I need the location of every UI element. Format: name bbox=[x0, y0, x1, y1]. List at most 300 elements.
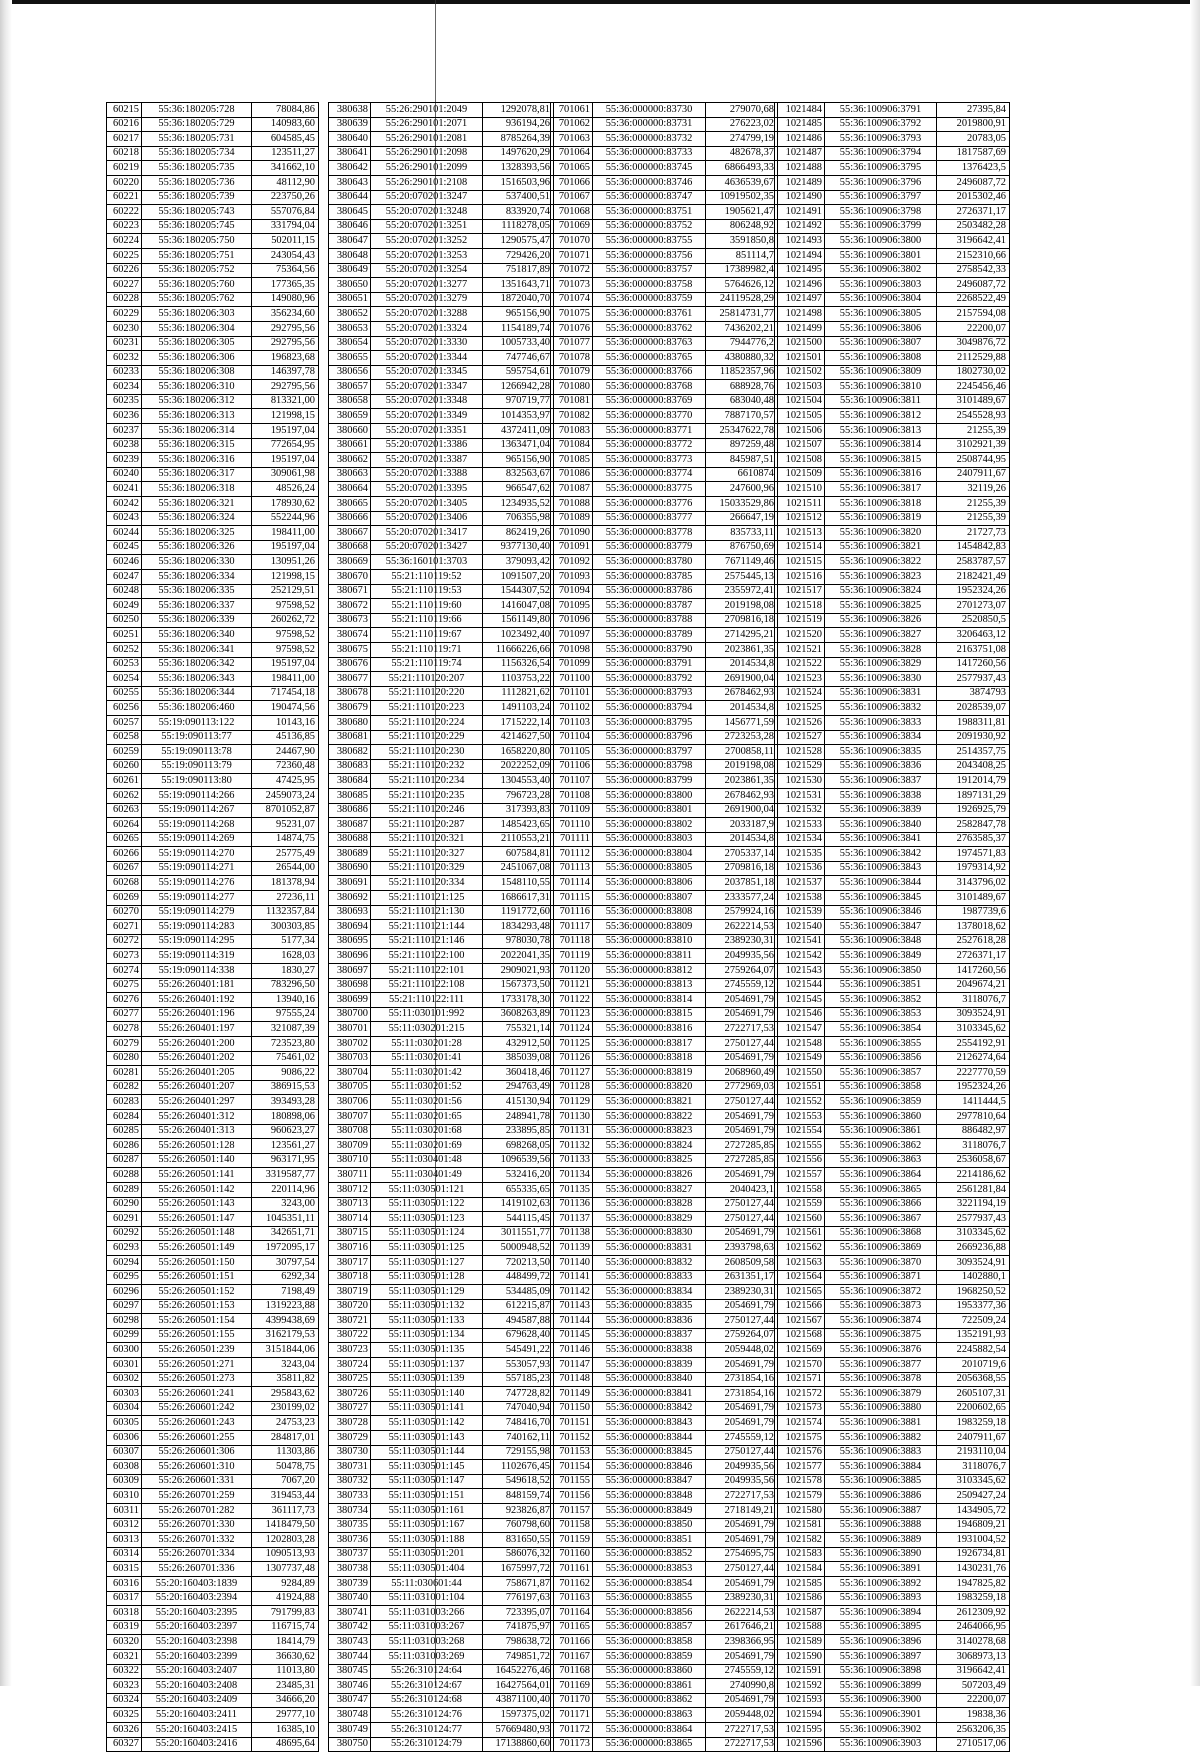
table-row bbox=[551, 642, 778, 657]
value-cell: 21255,39 bbox=[937, 424, 1010, 439]
table-row bbox=[107, 205, 319, 220]
row-number-cell: 60279 bbox=[107, 1037, 142, 1052]
row-number-cell: 701157 bbox=[551, 1504, 593, 1519]
cadastral-number-cell: 55:11:030201:41 bbox=[371, 1051, 483, 1066]
table-row bbox=[329, 1635, 554, 1650]
cadastral-number-cell: 55:36:100906:3800 bbox=[825, 234, 937, 249]
table-row bbox=[329, 701, 554, 716]
table-row bbox=[551, 555, 778, 570]
row-number-cell: 380743 bbox=[329, 1635, 371, 1650]
cadastral-number-cell: 55:36:000000:83832 bbox=[593, 1255, 706, 1270]
table-row bbox=[107, 1255, 319, 1270]
cadastral-number-cell: 55:21:110119:71 bbox=[371, 642, 483, 657]
cadastral-number-cell: 55:36:000000:83795 bbox=[593, 715, 706, 730]
table-row bbox=[775, 1226, 1010, 1241]
table-row bbox=[329, 175, 554, 190]
table-row bbox=[551, 1649, 778, 1664]
cadastral-number-cell: 55:36:000000:83766 bbox=[593, 365, 706, 380]
cadastral-number-cell: 55:20:070201:3427 bbox=[371, 540, 483, 555]
row-number-cell: 60248 bbox=[107, 584, 142, 599]
value-cell: 20783,05 bbox=[937, 132, 1010, 147]
table-row bbox=[329, 117, 554, 132]
row-number-cell: 1021493 bbox=[775, 234, 825, 249]
value-cell: 2731854,16 bbox=[706, 1387, 778, 1402]
value-cell: 751817,89 bbox=[483, 263, 554, 278]
row-number-cell: 60269 bbox=[107, 891, 142, 906]
row-number-cell: 701171 bbox=[551, 1708, 593, 1723]
value-cell: 2669236,88 bbox=[937, 1241, 1010, 1256]
table-row bbox=[329, 1489, 554, 1504]
table-row bbox=[107, 1007, 319, 1022]
row-number-cell: 1021492 bbox=[775, 219, 825, 234]
row-number-cell: 380669 bbox=[329, 555, 371, 570]
cadastral-number-cell: 55:11:031003:267 bbox=[371, 1620, 483, 1635]
value-cell: 23485,31 bbox=[252, 1679, 319, 1694]
cadastral-number-cell: 55:19:090114:338 bbox=[142, 964, 252, 979]
value-cell: 121998,15 bbox=[252, 409, 319, 424]
value-cell: 1202803,28 bbox=[252, 1533, 319, 1548]
row-number-cell: 60296 bbox=[107, 1285, 142, 1300]
value-cell: 1363471,04 bbox=[483, 438, 554, 453]
table-row bbox=[329, 1109, 554, 1124]
cadastral-number-cell: 55:36:100906:3843 bbox=[825, 861, 937, 876]
cadastral-number-cell: 55:20:160403:2416 bbox=[142, 1737, 252, 1752]
row-number-cell: 1021562 bbox=[775, 1241, 825, 1256]
cadastral-number-cell: 55:21:110119:74 bbox=[371, 657, 483, 672]
cadastral-number-cell: 55:36:000000:83733 bbox=[593, 146, 706, 161]
cadastral-number-cell: 55:36:100906:3809 bbox=[825, 365, 937, 380]
row-number-cell: 380746 bbox=[329, 1679, 371, 1694]
cadastral-number-cell: 55:36:100906:3884 bbox=[825, 1460, 937, 1475]
row-number-cell: 701101 bbox=[551, 686, 593, 701]
value-cell: 607584,81 bbox=[483, 847, 554, 862]
table-row bbox=[775, 540, 1010, 555]
table-row bbox=[329, 1314, 554, 1329]
row-number-cell: 1021500 bbox=[775, 336, 825, 351]
table-row bbox=[551, 453, 778, 468]
table-row bbox=[551, 701, 778, 716]
cadastral-number-cell: 55:20:160403:2415 bbox=[142, 1722, 252, 1737]
value-cell: 195197,04 bbox=[252, 657, 319, 672]
value-cell: 1953377,36 bbox=[937, 1299, 1010, 1314]
value-cell: 1544307,52 bbox=[483, 584, 554, 599]
cadastral-number-cell: 55:11:030501:145 bbox=[371, 1460, 483, 1475]
cadastral-number-cell: 55:11:030201:215 bbox=[371, 1022, 483, 1037]
table-row bbox=[551, 686, 778, 701]
table-row bbox=[551, 234, 778, 249]
register-table-1 bbox=[106, 102, 319, 1752]
value-cell: 2723253,28 bbox=[706, 730, 778, 745]
table-row bbox=[107, 453, 319, 468]
value-cell: 276223,02 bbox=[706, 117, 778, 132]
cadastral-number-cell: 55:36:000000:83846 bbox=[593, 1460, 706, 1475]
value-cell: 198411,00 bbox=[252, 672, 319, 687]
row-number-cell: 1021587 bbox=[775, 1606, 825, 1621]
table-row bbox=[775, 1139, 1010, 1154]
table-row bbox=[775, 394, 1010, 409]
table-row bbox=[551, 292, 778, 307]
value-cell: 2536058,67 bbox=[937, 1153, 1010, 1168]
table-row bbox=[551, 1109, 778, 1124]
value-cell: 798638,72 bbox=[483, 1635, 554, 1650]
table-row bbox=[107, 759, 319, 774]
cadastral-number-cell: 55:11:030601:44 bbox=[371, 1576, 483, 1591]
cadastral-number-cell: 55:36:000000:83763 bbox=[593, 336, 706, 351]
table-row bbox=[775, 1547, 1010, 1562]
value-cell: 11013,80 bbox=[252, 1664, 319, 1679]
value-cell: 123511,27 bbox=[252, 146, 319, 161]
table-row bbox=[107, 103, 319, 118]
value-cell: 2010719,6 bbox=[937, 1358, 1010, 1373]
cadastral-number-cell: 55:36:000000:83820 bbox=[593, 1080, 706, 1095]
table-row bbox=[551, 1080, 778, 1095]
cadastral-number-cell: 55:36:000000:83837 bbox=[593, 1328, 706, 1343]
row-number-cell: 1021524 bbox=[775, 686, 825, 701]
table-row bbox=[107, 847, 319, 862]
table-row bbox=[329, 1504, 554, 1519]
table-row bbox=[329, 876, 554, 891]
table-row bbox=[775, 905, 1010, 920]
cadastral-number-cell: 55:20:070201:3405 bbox=[371, 497, 483, 512]
cadastral-number-cell: 55:36:000000:83851 bbox=[593, 1533, 706, 1548]
cadastral-number-cell: 55:36:100906:3834 bbox=[825, 730, 937, 745]
row-number-cell: 1021487 bbox=[775, 146, 825, 161]
row-number-cell: 701136 bbox=[551, 1197, 593, 1212]
value-cell: 1946809,21 bbox=[937, 1518, 1010, 1533]
value-cell: 7436202,21 bbox=[706, 321, 778, 336]
value-cell: 2200602,65 bbox=[937, 1401, 1010, 1416]
value-cell: 43871100,40 bbox=[483, 1693, 554, 1708]
value-cell: 448499,72 bbox=[483, 1270, 554, 1285]
cadastral-number-cell: 55:11:030501:140 bbox=[371, 1387, 483, 1402]
table-row bbox=[329, 1051, 554, 1066]
value-cell: 2727285,85 bbox=[706, 1153, 778, 1168]
cadastral-number-cell: 55:36:100906:3804 bbox=[825, 292, 937, 307]
register-table-2 bbox=[328, 102, 554, 1752]
row-number-cell: 1021511 bbox=[775, 497, 825, 512]
cadastral-number-cell: 55:36:000000:83856 bbox=[593, 1606, 706, 1621]
table-row bbox=[107, 1153, 319, 1168]
value-cell: 2691900,04 bbox=[706, 672, 778, 687]
value-cell: 2577937,43 bbox=[937, 1212, 1010, 1227]
cadastral-number-cell: 55:36:180206:326 bbox=[142, 540, 252, 555]
value-cell: 2157594,08 bbox=[937, 307, 1010, 322]
row-number-cell: 701146 bbox=[551, 1343, 593, 1358]
value-cell: 233895,85 bbox=[483, 1124, 554, 1139]
row-number-cell: 1021501 bbox=[775, 351, 825, 366]
value-cell: 2705337,14 bbox=[706, 847, 778, 862]
table-row bbox=[107, 336, 319, 351]
row-number-cell: 701104 bbox=[551, 730, 593, 745]
cadastral-number-cell: 55:11:030501:144 bbox=[371, 1445, 483, 1460]
row-number-cell: 380670 bbox=[329, 570, 371, 585]
cadastral-number-cell: 55:36:000000:83824 bbox=[593, 1139, 706, 1154]
cadastral-number-cell: 55:19:090114:269 bbox=[142, 832, 252, 847]
cadastral-number-cell: 55:11:030501:128 bbox=[371, 1270, 483, 1285]
cadastral-number-cell: 55:26:260501:148 bbox=[142, 1226, 252, 1241]
row-number-cell: 1021540 bbox=[775, 920, 825, 935]
row-number-cell: 60250 bbox=[107, 613, 142, 628]
cadastral-number-cell: 55:26:260501:150 bbox=[142, 1255, 252, 1270]
value-cell: 2714295,21 bbox=[706, 628, 778, 643]
row-number-cell: 60271 bbox=[107, 920, 142, 935]
value-cell: 2193110,04 bbox=[937, 1445, 1010, 1460]
cadastral-number-cell: 55:36:000000:83790 bbox=[593, 642, 706, 657]
table-row bbox=[329, 613, 554, 628]
table-row bbox=[775, 774, 1010, 789]
table-row bbox=[107, 1109, 319, 1124]
row-number-cell: 701085 bbox=[551, 453, 593, 468]
row-number-cell: 1021533 bbox=[775, 818, 825, 833]
value-cell: 2389230,31 bbox=[706, 934, 778, 949]
value-cell: 2612309,92 bbox=[937, 1606, 1010, 1621]
cadastral-number-cell: 55:36:000000:83756 bbox=[593, 248, 706, 263]
value-cell: 2582847,78 bbox=[937, 818, 1010, 833]
value-cell: 612215,87 bbox=[483, 1299, 554, 1314]
cadastral-number-cell: 55:36:180205:731 bbox=[142, 132, 252, 147]
value-cell: 2054691,79 bbox=[706, 1401, 778, 1416]
value-cell: 1266942,28 bbox=[483, 380, 554, 395]
cadastral-number-cell: 55:21:110121:130 bbox=[371, 905, 483, 920]
value-cell: 2710517,06 bbox=[937, 1737, 1010, 1752]
cadastral-number-cell: 55:36:100906:3866 bbox=[825, 1197, 937, 1212]
value-cell: 2622214,53 bbox=[706, 1606, 778, 1621]
cadastral-number-cell: 55:26:260701:334 bbox=[142, 1547, 252, 1562]
table-row bbox=[107, 774, 319, 789]
value-cell: 1103753,22 bbox=[483, 672, 554, 687]
value-cell: 2037851,18 bbox=[706, 876, 778, 891]
table-row bbox=[329, 715, 554, 730]
table-row bbox=[329, 861, 554, 876]
cadastral-number-cell: 55:36:180205:745 bbox=[142, 219, 252, 234]
cadastral-number-cell: 55:20:160403:2399 bbox=[142, 1649, 252, 1664]
row-number-cell: 380660 bbox=[329, 424, 371, 439]
value-cell: 1352191,93 bbox=[937, 1328, 1010, 1343]
value-cell: 6292,34 bbox=[252, 1270, 319, 1285]
table-row bbox=[107, 891, 319, 906]
row-number-cell: 701108 bbox=[551, 788, 593, 803]
table-row bbox=[107, 1051, 319, 1066]
table-row bbox=[329, 1664, 554, 1679]
table-row bbox=[107, 672, 319, 687]
table-row bbox=[107, 146, 319, 161]
value-cell: 2740990,8 bbox=[706, 1679, 778, 1694]
table-row bbox=[329, 978, 554, 993]
row-number-cell: 701128 bbox=[551, 1080, 593, 1095]
table-row bbox=[551, 1255, 778, 1270]
table-row bbox=[775, 263, 1010, 278]
value-cell: 723523,80 bbox=[252, 1037, 319, 1052]
value-cell: 15033529,86 bbox=[706, 497, 778, 512]
value-cell: 1548110,55 bbox=[483, 876, 554, 891]
row-number-cell: 380654 bbox=[329, 336, 371, 351]
value-cell: 1516503,96 bbox=[483, 175, 554, 190]
row-number-cell: 1021570 bbox=[775, 1358, 825, 1373]
table-row bbox=[775, 788, 1010, 803]
table-row bbox=[329, 336, 554, 351]
table-row bbox=[551, 672, 778, 687]
cadastral-number-cell: 55:19:090113:78 bbox=[142, 745, 252, 760]
row-number-cell: 701098 bbox=[551, 642, 593, 657]
row-number-cell: 1021558 bbox=[775, 1182, 825, 1197]
cadastral-number-cell: 55:26:260401:205 bbox=[142, 1066, 252, 1081]
table-row bbox=[551, 1095, 778, 1110]
row-number-cell: 380728 bbox=[329, 1416, 371, 1431]
table-row bbox=[107, 424, 319, 439]
table-row bbox=[775, 1620, 1010, 1635]
table-row bbox=[107, 701, 319, 716]
value-cell: 1952324,26 bbox=[937, 1080, 1010, 1095]
row-number-cell: 380655 bbox=[329, 351, 371, 366]
table-row bbox=[551, 1299, 778, 1314]
value-cell: 36630,62 bbox=[252, 1649, 319, 1664]
cadastral-number-cell: 55:36:000000:83804 bbox=[593, 847, 706, 862]
table-row bbox=[329, 1533, 554, 1548]
cadastral-number-cell: 55:21:110120:224 bbox=[371, 715, 483, 730]
cadastral-number-cell: 55:20:070201:3344 bbox=[371, 351, 483, 366]
cadastral-number-cell: 55:36:000000:83775 bbox=[593, 482, 706, 497]
row-number-cell: 60300 bbox=[107, 1343, 142, 1358]
row-number-cell: 380748 bbox=[329, 1708, 371, 1723]
value-cell: 97598,52 bbox=[252, 642, 319, 657]
value-cell: 3162179,53 bbox=[252, 1328, 319, 1343]
row-number-cell: 380749 bbox=[329, 1722, 371, 1737]
row-number-cell: 701073 bbox=[551, 278, 593, 293]
cadastral-number-cell: 55:36:000000:83802 bbox=[593, 818, 706, 833]
row-number-cell: 1021532 bbox=[775, 803, 825, 818]
row-number-cell: 701152 bbox=[551, 1431, 593, 1446]
row-number-cell: 1021593 bbox=[775, 1693, 825, 1708]
value-cell: 760798,60 bbox=[483, 1518, 554, 1533]
table-row bbox=[107, 861, 319, 876]
cadastral-number-cell: 55:36:000000:83761 bbox=[593, 307, 706, 322]
table-row bbox=[551, 774, 778, 789]
value-cell: 2709816,18 bbox=[706, 613, 778, 628]
cadastral-number-cell: 55:36:000000:83798 bbox=[593, 759, 706, 774]
value-cell: 2054691,79 bbox=[706, 1007, 778, 1022]
top-edge-rule bbox=[0, 0, 1200, 4]
cadastral-number-cell: 55:36:180206:340 bbox=[142, 628, 252, 643]
cadastral-number-cell: 55:19:090114:266 bbox=[142, 788, 252, 803]
table-row bbox=[551, 803, 778, 818]
value-cell: 965156,90 bbox=[483, 307, 554, 322]
table-row bbox=[329, 1037, 554, 1052]
cadastral-number-cell: 55:36:100906:3806 bbox=[825, 321, 937, 336]
table-row bbox=[107, 1562, 319, 1577]
row-number-cell: 60247 bbox=[107, 570, 142, 585]
value-cell: 393493,28 bbox=[252, 1095, 319, 1110]
table-row bbox=[551, 1051, 778, 1066]
cadastral-number-cell: 55:36:100906:3903 bbox=[825, 1737, 937, 1752]
row-number-cell: 701168 bbox=[551, 1664, 593, 1679]
cadastral-number-cell: 55:36:000000:83791 bbox=[593, 657, 706, 672]
row-number-cell: 380722 bbox=[329, 1328, 371, 1343]
table-row bbox=[551, 175, 778, 190]
row-number-cell: 1021510 bbox=[775, 482, 825, 497]
cadastral-number-cell: 55:36:180206:317 bbox=[142, 467, 252, 482]
table-row bbox=[329, 219, 554, 234]
row-number-cell: 701095 bbox=[551, 599, 593, 614]
row-number-cell: 701144 bbox=[551, 1314, 593, 1329]
value-cell: 300303,85 bbox=[252, 920, 319, 935]
row-number-cell: 380700 bbox=[329, 1007, 371, 1022]
value-cell: 2059448,02 bbox=[706, 1708, 778, 1723]
row-number-cell: 1021489 bbox=[775, 175, 825, 190]
value-cell: 2049935,56 bbox=[706, 1474, 778, 1489]
cadastral-number-cell: 55:36:000000:83732 bbox=[593, 132, 706, 147]
cadastral-number-cell: 55:36:000000:83822 bbox=[593, 1109, 706, 1124]
cadastral-number-cell: 55:11:030501:124 bbox=[371, 1226, 483, 1241]
row-number-cell: 701083 bbox=[551, 424, 593, 439]
table-row bbox=[329, 1358, 554, 1373]
table-row bbox=[775, 555, 1010, 570]
table-row bbox=[329, 1255, 554, 1270]
value-cell: 507203,49 bbox=[937, 1679, 1010, 1694]
cadastral-number-cell: 55:36:100906:3896 bbox=[825, 1635, 937, 1650]
cadastral-number-cell: 55:36:100906:3899 bbox=[825, 1679, 937, 1694]
cadastral-number-cell: 55:11:030201:65 bbox=[371, 1109, 483, 1124]
table-row bbox=[107, 321, 319, 336]
table-row bbox=[551, 103, 778, 118]
row-number-cell: 1021541 bbox=[775, 934, 825, 949]
table-row bbox=[551, 1066, 778, 1081]
row-number-cell: 1021582 bbox=[775, 1533, 825, 1548]
row-number-cell: 701130 bbox=[551, 1109, 593, 1124]
table-row bbox=[329, 1693, 554, 1708]
table-row bbox=[329, 599, 554, 614]
value-cell: 2617646,21 bbox=[706, 1620, 778, 1635]
table-row bbox=[329, 161, 554, 176]
table-row bbox=[775, 1401, 1010, 1416]
value-cell: 2701273,07 bbox=[937, 599, 1010, 614]
row-number-cell: 701074 bbox=[551, 292, 593, 307]
value-cell: 1675997,72 bbox=[483, 1562, 554, 1577]
table-row bbox=[329, 672, 554, 687]
cadastral-number-cell: 55:36:000000:83772 bbox=[593, 438, 706, 453]
table-row bbox=[551, 117, 778, 132]
cadastral-number-cell: 55:36:000000:83821 bbox=[593, 1095, 706, 1110]
row-number-cell: 60275 bbox=[107, 978, 142, 993]
table-row bbox=[329, 774, 554, 789]
cadastral-number-cell: 55:11:030501:404 bbox=[371, 1562, 483, 1577]
row-number-cell: 1021550 bbox=[775, 1066, 825, 1081]
cadastral-number-cell: 55:11:030501:147 bbox=[371, 1474, 483, 1489]
row-number-cell: 1021491 bbox=[775, 205, 825, 220]
row-number-cell: 60256 bbox=[107, 701, 142, 716]
table-row bbox=[329, 1591, 554, 1606]
cadastral-number-cell: 55:20:070201:3248 bbox=[371, 205, 483, 220]
table-row bbox=[551, 307, 778, 322]
table-row bbox=[551, 1460, 778, 1475]
row-number-cell: 1021567 bbox=[775, 1314, 825, 1329]
value-cell: 729155,98 bbox=[483, 1445, 554, 1460]
value-cell: 1419102,63 bbox=[483, 1197, 554, 1212]
value-cell: 2577937,43 bbox=[937, 672, 1010, 687]
row-number-cell: 1021552 bbox=[775, 1095, 825, 1110]
value-cell: 2389230,31 bbox=[706, 1591, 778, 1606]
row-number-cell: 380729 bbox=[329, 1431, 371, 1446]
table-row bbox=[775, 292, 1010, 307]
row-number-cell: 701084 bbox=[551, 438, 593, 453]
row-number-cell: 60318 bbox=[107, 1606, 142, 1621]
table-row bbox=[107, 438, 319, 453]
cadastral-number-cell: 55:36:100906:3849 bbox=[825, 949, 937, 964]
table-row bbox=[329, 248, 554, 263]
cadastral-number-cell: 55:26:260401:181 bbox=[142, 978, 252, 993]
cadastral-number-cell: 55:36:100906:3898 bbox=[825, 1664, 937, 1679]
row-number-cell: 380677 bbox=[329, 672, 371, 687]
table-row bbox=[551, 526, 778, 541]
